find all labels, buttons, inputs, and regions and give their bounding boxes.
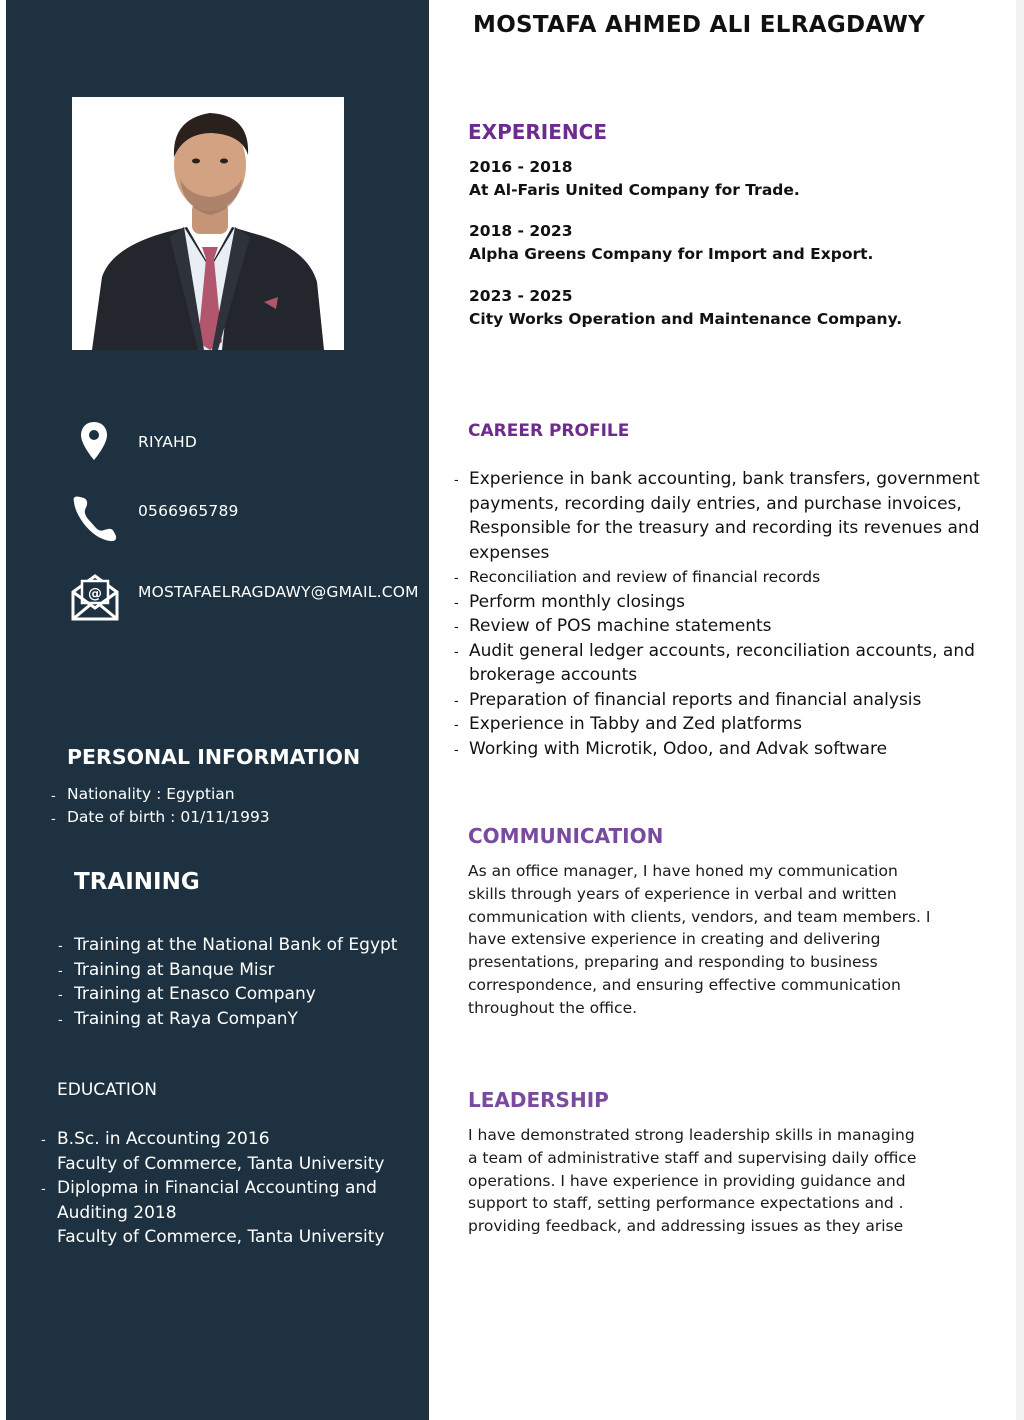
list-item: - Training at Raya CompanY [58, 1008, 298, 1029]
list-item: - Training at Enasco Company [58, 984, 316, 1004]
list-item: - Diplopma in Financial Accounting and Auditing 2018 Faculty of Commerce, Tanta University [41, 1178, 385, 1247]
list-item: - Audit general ledger accounts, reconciliation accounts, and brokerage accounts [454, 640, 975, 685]
experience-heading: EXPERIENCE [468, 120, 607, 144]
job-entry: 2023 - 2025 City Works Operation and Maintenance Company. [469, 287, 903, 328]
personal-info-heading: PERSONAL INFORMATION [67, 745, 361, 769]
location-text: RIYAHD [138, 433, 197, 451]
phone-text: 0566965789 [138, 502, 239, 520]
list-item: - Date of birth : 01/11/1993 [51, 808, 270, 827]
list-item: - Preparation of financial reports and financial analysis [454, 689, 922, 710]
phone-icon [70, 492, 120, 552]
career-profile-heading: CAREER PROFILE [468, 421, 630, 441]
list-item: - Reconciliation and review of financial records [454, 568, 821, 586]
training-list [58, 933, 398, 1031]
profile-photo [72, 97, 344, 350]
training-heading: TRAINING [74, 869, 200, 895]
career-profile-list [454, 467, 989, 761]
email-text: MOSTAFAELRAGDAWY@GMAIL.COM [138, 583, 419, 601]
candidate-name: MOSTAFA AHMED ALI ELRAGDAWY [473, 12, 926, 38]
list-item: - B.Sc. in Accounting 2016 Faculty of Commerce, Tanta University [41, 1129, 385, 1174]
education-list [41, 1127, 397, 1250]
list-item: - Experience in bank accounting, bank transfers, government payments, recording daily entries, and purchase invoices, Responsible for the treasury and recording its revenues and expenses [454, 469, 980, 563]
list-item: - Experience in Tabby and Zed platforms [454, 714, 802, 734]
location-pin-icon [70, 420, 120, 468]
list-item: - Review of POS machine statements [454, 616, 772, 636]
page-edge [1016, 0, 1024, 1420]
leadership-heading: LEADERSHIP [468, 1088, 609, 1112]
list-item: - Nationality : Egyptian [51, 785, 235, 804]
communication-text: As an office manager, I have honed my communication skills through years of experience in verbal and written communication with clients, vendors, and team members. I have extensive experience in creating and delivering presentations, preparing and responding to business correspondence, and ensuring effective communication throughout the office. [468, 862, 931, 1017]
personal-info-list [51, 783, 270, 829]
job-entry: 2016 - 2018 At Al-Faris United Company for Trade. [469, 158, 800, 199]
email-envelope-icon [70, 572, 120, 626]
education-heading: EDUCATION [57, 1080, 157, 1100]
svg-text:@: @ [88, 586, 102, 602]
person-photo-illustration [72, 97, 344, 350]
list-item: - Training at the National Bank of Egypt [58, 935, 398, 955]
list-item: - Perform monthly closings [454, 591, 685, 612]
job-entry: 2018 - 2023 Alpha Greens Company for Import and Export. [469, 222, 874, 263]
leadership-text: I have demonstrated strong leadership skills in managing a team of administrative staff and supervising daily office operations. I have experience in providing guidance and support to staff, setting performance expectations and . providing feedback, and addressing issues as they arise [468, 1126, 917, 1236]
list-item: - Working with Microtik, Odoo, and Advak software [454, 738, 888, 759]
communication-heading: COMMUNICATION [468, 824, 664, 848]
list-item: - Training at Banque Misr [58, 959, 275, 980]
